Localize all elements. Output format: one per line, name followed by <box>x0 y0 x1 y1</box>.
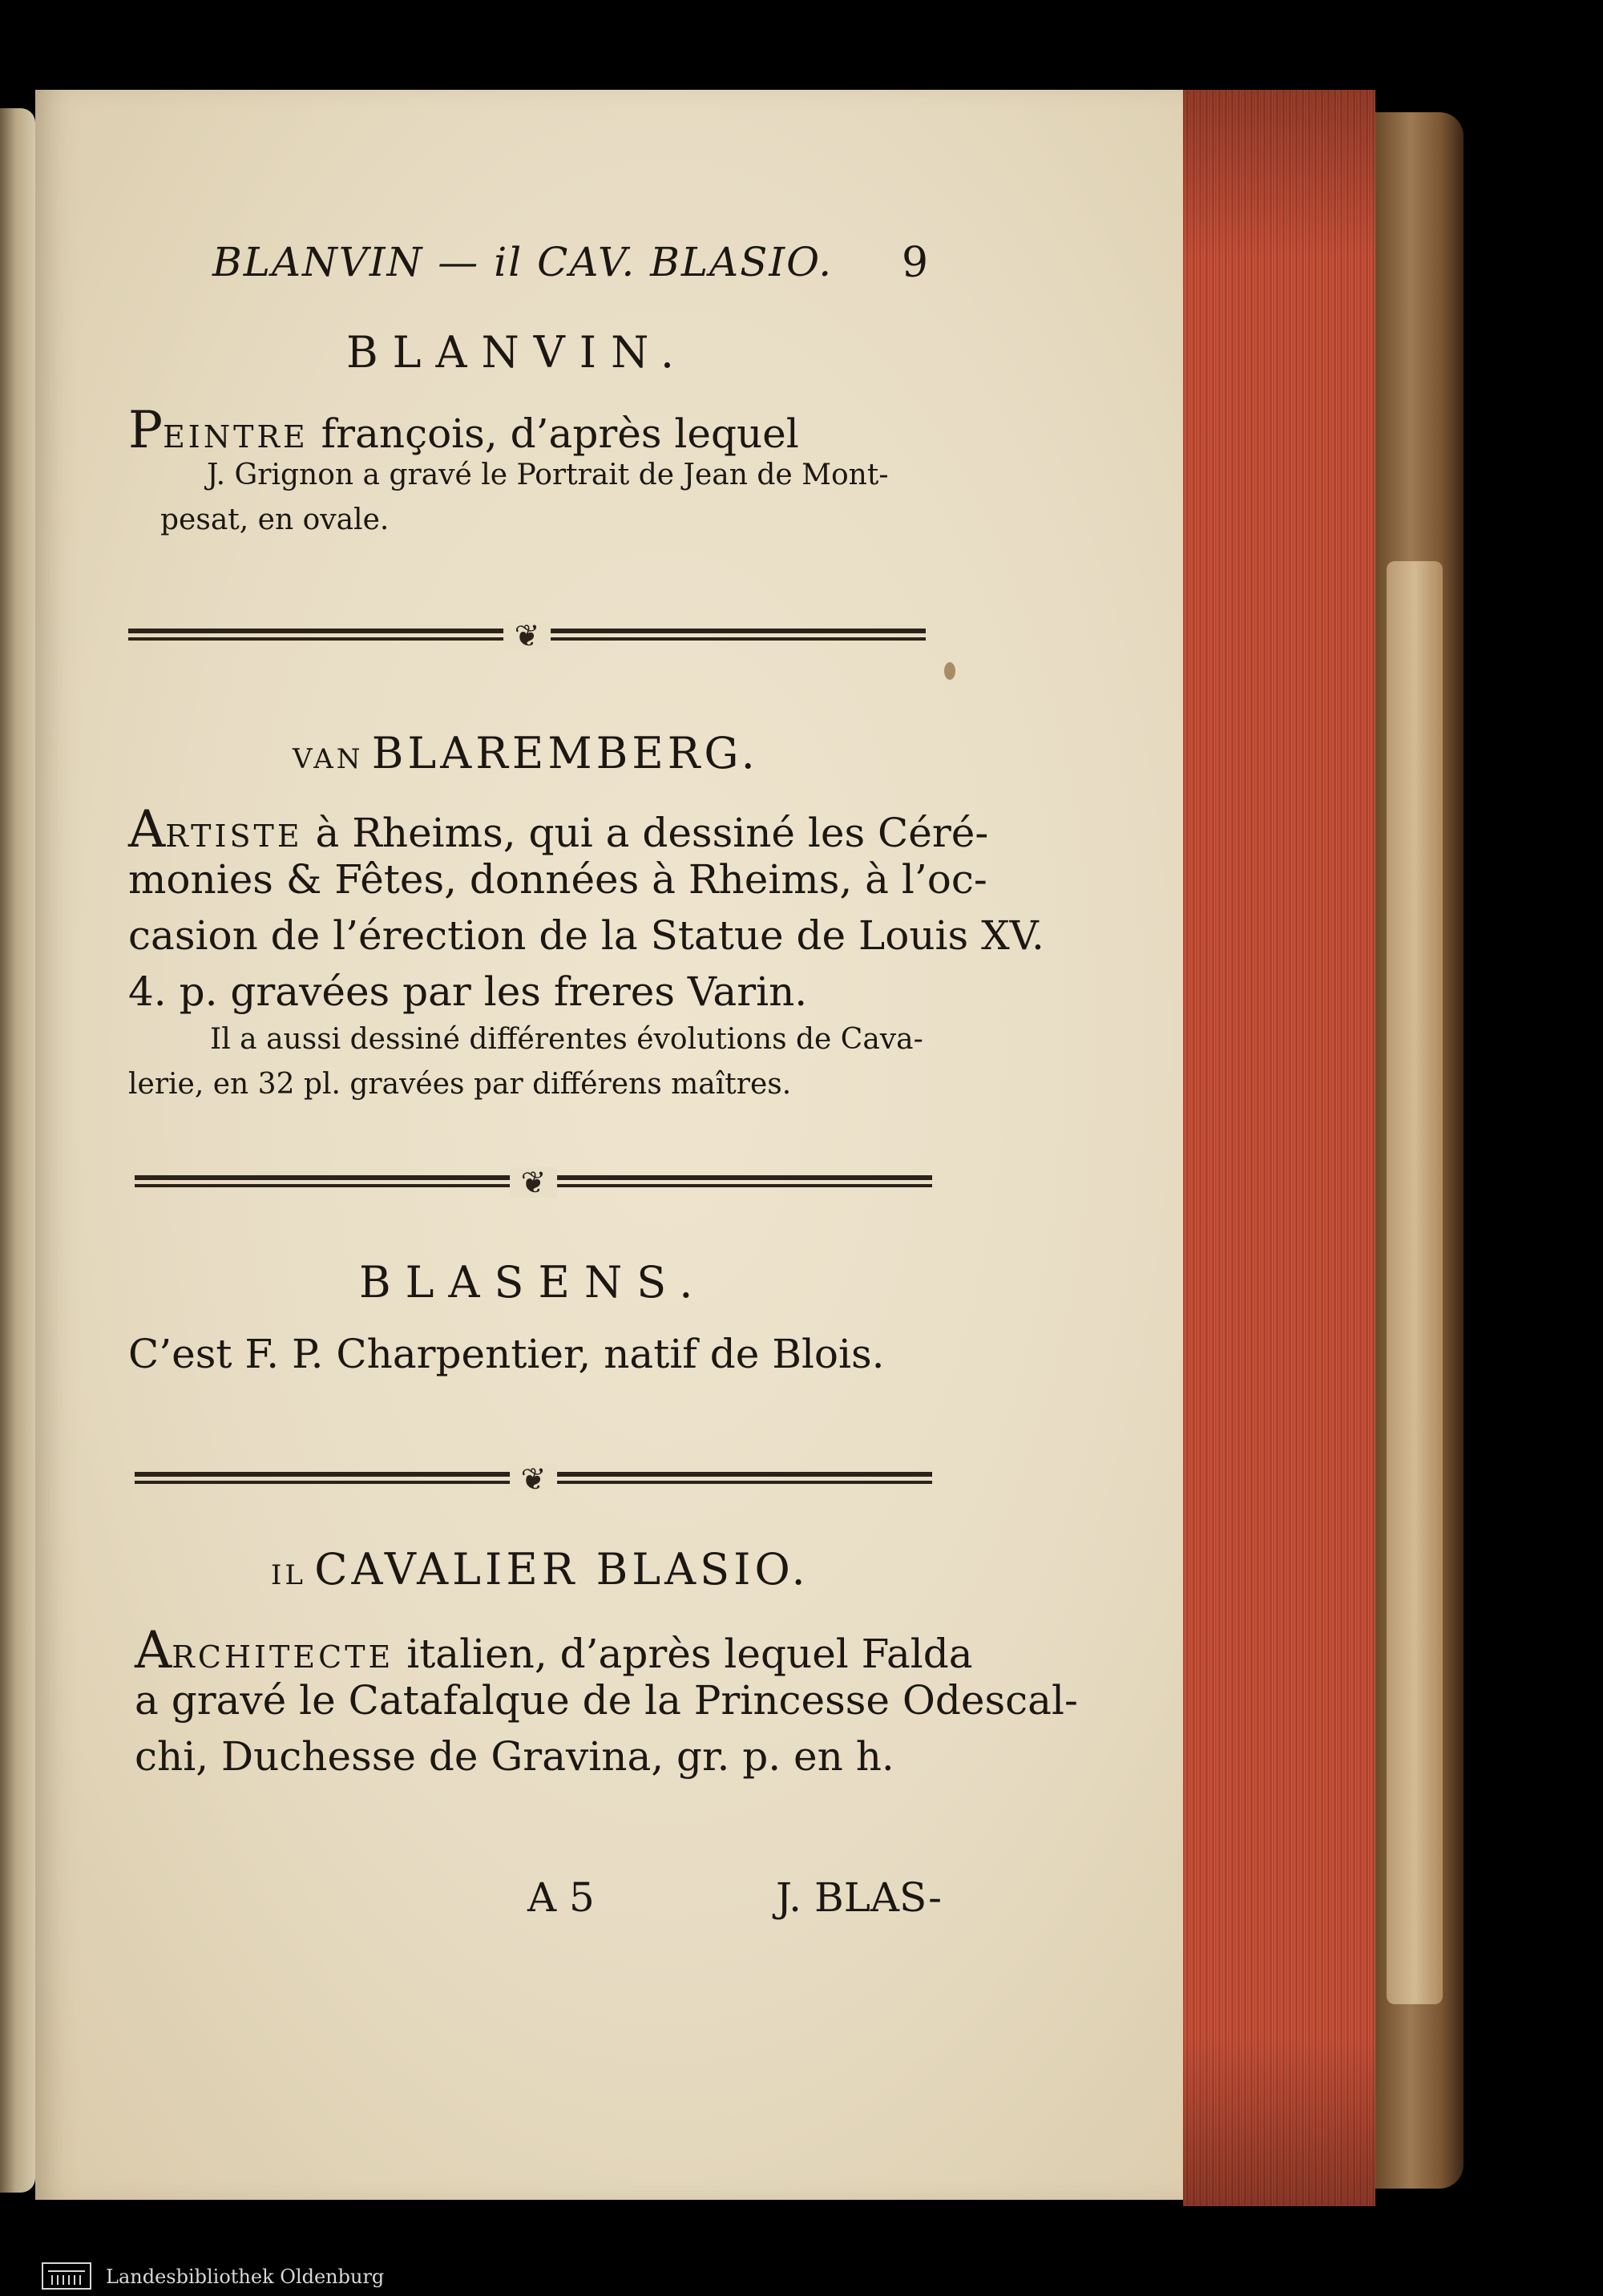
fore-edge-shade <box>1183 90 1375 2206</box>
ornamental-divider <box>135 1165 932 1200</box>
entry-blaremberg-line-5: Il a aussi dessiné différentes évolutions de Cava- <box>210 1023 923 1056</box>
page-number: 9 <box>902 239 929 287</box>
entry-blaremberg-line-3: casion de l’érection de la Statue de Louis XV. <box>128 912 1044 959</box>
flourish-icon: ❦ <box>510 1167 558 1198</box>
running-head: BLANVIN — il CAV. BLASIO. <box>212 239 834 285</box>
catchword: J. BLAS- <box>776 1874 942 1921</box>
footer-library-name: Landesbibliothek Oldenburg <box>106 2266 385 2288</box>
library-building-icon <box>42 2262 91 2290</box>
lead-word: RCHITECTE <box>172 1639 394 1675</box>
lead-word: EINTRE <box>163 419 309 455</box>
entry-blasio-line-3: chi, Duchesse de Gravina, gr. p. en h. <box>135 1733 894 1780</box>
entry-blaremberg-line-4: 4. p. gravées par les freres Varin. <box>128 968 808 1015</box>
entry-blasio-line-1: ARCHITECTE italien, d’après lequel Falda <box>135 1621 973 1680</box>
entry-heading-blaremberg: VAN BLAREMBERG. <box>293 728 759 778</box>
entry-blasens-line-1: C’est F. P. Charpentier, natif de Blois. <box>128 1331 885 1377</box>
signature-mark: A 5 <box>527 1874 595 1921</box>
entry-heading-blasens: BLASENS. <box>359 1257 708 1308</box>
paper-speck <box>944 662 955 680</box>
entry-heading-blanvin: BLANVIN. <box>346 327 689 378</box>
entry-blasio-line-2: a gravé le Catafalque de la Princesse Odescal- <box>135 1677 1078 1724</box>
flourish-icon: ❦ <box>510 1464 558 1494</box>
entry-blanvin-line-1: PEINTRE françois, d’après lequel <box>128 401 799 460</box>
ornamental-divider <box>135 1461 932 1497</box>
flourish-icon: ❦ <box>503 620 551 651</box>
lead-word: RTISTE <box>165 819 303 854</box>
left-page-edge <box>0 108 35 2193</box>
drop-cap: P <box>128 401 164 460</box>
entry-blaremberg-line-6: lerie, en 32 pl. gravées par différens maîtres. <box>128 1068 792 1101</box>
drop-cap: A <box>128 800 166 859</box>
cover-highlight <box>1387 561 1443 2004</box>
entry-blaremberg-line-2: monies & Fêtes, données à Rheims, à l’oc- <box>128 856 987 903</box>
entry-heading-blasio: IL CAVALIER BLASIO. <box>271 1544 810 1595</box>
ornamental-divider <box>128 618 926 653</box>
entry-blanvin-line-2: J. Grignon a gravé le Portrait de Jean de Mont- <box>207 459 889 491</box>
entry-blanvin-line-3: pesat, en ovale. <box>160 503 390 536</box>
entry-blaremberg-line-1: ARTISTE à Rheims, qui a dessiné les Céré- <box>128 800 989 859</box>
drop-cap: A <box>135 1621 172 1680</box>
